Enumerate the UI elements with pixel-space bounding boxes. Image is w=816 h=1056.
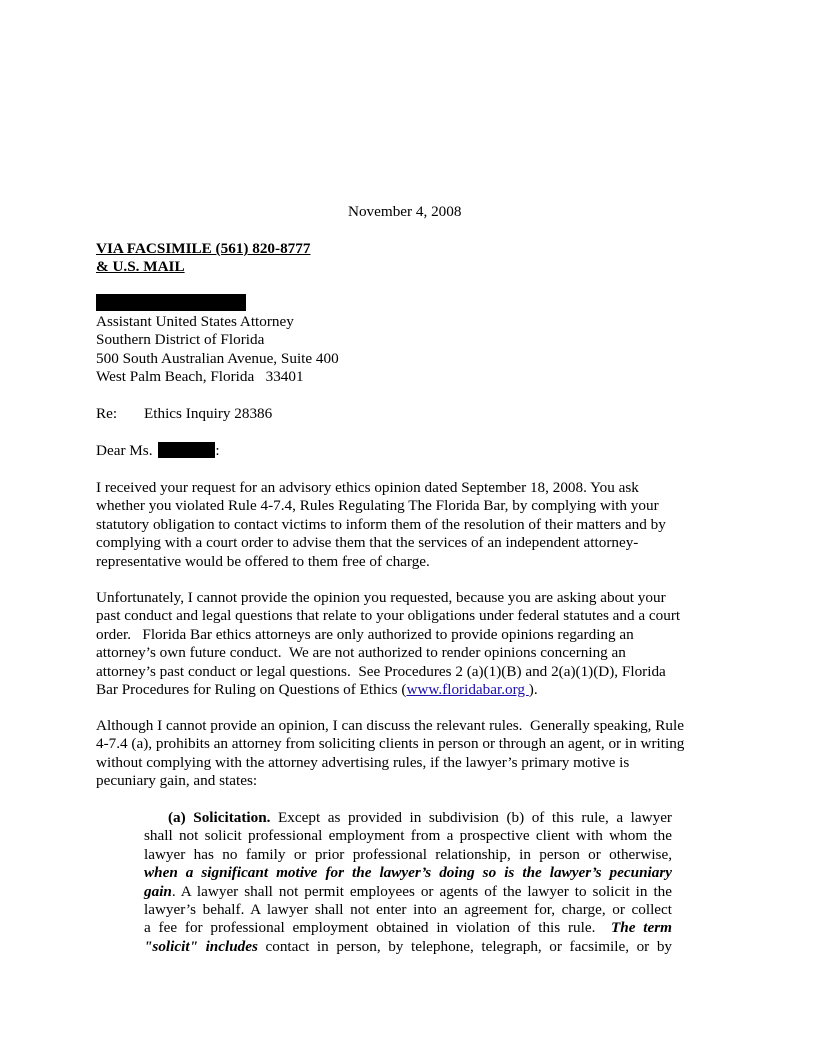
paragraph-request	[96, 479, 720, 571]
recipient-address	[96, 313, 339, 387]
paragraph-text: ).	[528, 681, 538, 699]
paragraph-line: representative would be offered to them free of charge.	[96, 552, 430, 570]
paragraph-line: attorney’s past conduct or legal questions. See Procedures 2 (a)(1)(B) and 2(a)(1)(D), Florida	[96, 662, 666, 680]
paragraph-limitation	[96, 589, 720, 699]
quote-emphasis: "solicit" includes	[144, 937, 258, 955]
salutation-suffix: :	[215, 442, 220, 459]
quote-line	[144, 809, 672, 827]
quote-line: shall not solicit professional employment from a prospective client with whom the	[144, 827, 672, 845]
paragraph-line: Unfortunately, I cannot provide the opinion you requested, because you are asking about your	[96, 589, 666, 606]
paragraph-text: Bar Procedures for Ruling on Questions of Ethics (	[96, 681, 407, 699]
quote-text: contact in person, by telephone, telegraph, or facsimile, or by	[257, 937, 673, 955]
rule-quote	[144, 809, 672, 956]
quote-emphasis: when a significant motive for the lawyer’s doing so is the lawyer’s pecuniary	[144, 864, 672, 882]
re-line	[96, 405, 272, 423]
paragraph-line: without complying with the attorney advertising rules, if the lawyer’s primary motive is	[96, 753, 630, 771]
quote-line	[144, 938, 672, 956]
paragraph-line: order. Florida Bar ethics attorneys are only authorized to provide opinions regarding an	[96, 625, 634, 643]
quote-emphasis: gain	[144, 882, 172, 900]
delivery-line-mail: & U.S. MAIL	[96, 258, 185, 276]
paragraph-line: 4-7.4 (a), prohibits an attorney from soliciting clients in person or through an agent, or in writing	[96, 735, 685, 753]
salutation	[96, 442, 220, 460]
paragraph-rules	[96, 717, 720, 791]
recipient-street: 500 South Australian Avenue, Suite 400	[96, 349, 339, 367]
quote-line	[144, 864, 672, 882]
quote-line	[144, 883, 672, 901]
quote-line: lawyer has no family or prior professional relationship, in person or otherwise,	[144, 845, 672, 863]
delivery-line-fax: VIA FACSIMILE (561) 820-8777	[96, 240, 311, 257]
quote-emphasis: The term	[611, 919, 672, 937]
quote-text: . A lawyer shall not permit employees or agents of the lawyer to solicit in the	[171, 882, 672, 900]
quote-line: lawyer’s behalf. A lawyer shall not enter into an agreement for, charge, or collect	[144, 901, 672, 919]
redacted-salutation-name	[158, 442, 215, 458]
quote-text: a fee for professional employment obtained in violation of this rule.	[144, 919, 612, 937]
re-label: Re:	[96, 405, 118, 422]
delivery-method	[96, 240, 310, 277]
paragraph-line: I received your request for an advisory ethics opinion dated September 18, 2008. You ask	[96, 479, 639, 496]
paragraph-line: complying with a court order to advise them that the services of an independent attorney-	[96, 534, 639, 552]
recipient-title: Assistant United States Attorney	[96, 313, 294, 330]
paragraph-line	[96, 681, 720, 699]
paragraph-line: Although I cannot provide an opinion, I can discuss the relevant rules. Generally speaking, Rule	[96, 717, 684, 734]
letter-date: November 4, 2008	[348, 203, 462, 220]
paragraph-line: statutory obligation to contact victims to inform them of the resolution of their matters and by	[96, 515, 666, 533]
salutation-prefix: Dear Ms.	[96, 442, 153, 459]
paragraph-line: attorney’s own future conduct. We are not authorized to render opinions concerning an	[96, 644, 626, 662]
recipient-office: Southern District of Florida	[96, 331, 265, 349]
quote-heading: (a) Solicitation.	[168, 809, 271, 826]
paragraph-line: past conduct and legal questions that relate to your obligations under federal statutes and a court	[96, 607, 681, 625]
re-subject: Ethics Inquiry 28386	[144, 405, 273, 422]
paragraph-line: pecuniary gain, and states:	[96, 772, 258, 790]
paragraph-line: whether you violated Rule 4-7.4, Rules Regulating The Florida Bar, by complying with your	[96, 497, 659, 515]
redacted-recipient-name	[96, 294, 246, 311]
quote-text: Except as provided in subdivision (b) of this rule, a lawyer	[270, 809, 672, 826]
floridabar-link[interactable]: www.floridabar.org	[406, 681, 529, 699]
recipient-city: West Palm Beach, Florida 33401	[96, 368, 304, 386]
quote-line	[144, 919, 672, 937]
